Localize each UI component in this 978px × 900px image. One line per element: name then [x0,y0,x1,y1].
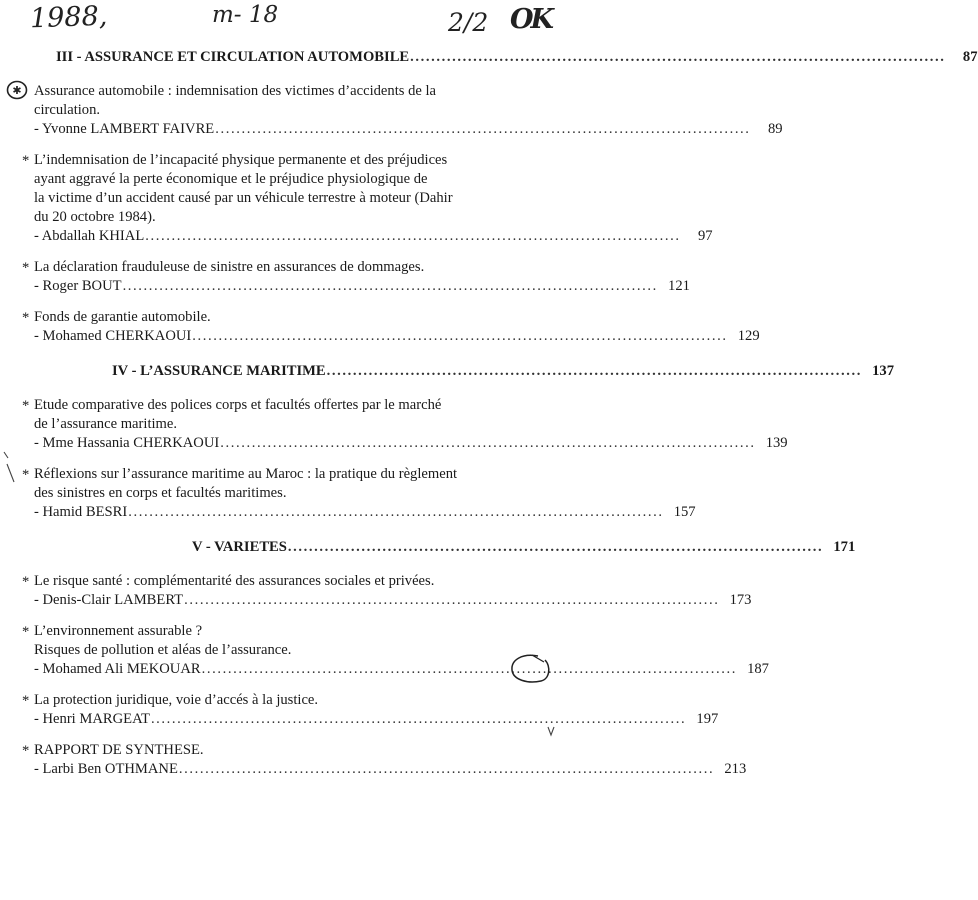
entry-author-row [34,591,752,610]
entry-title [34,622,546,660]
entry-author-row [34,710,719,729]
bullet-asterisk: * [22,260,30,276]
entry-page-number: 157 [673,504,696,520]
entry-author: - Mme Hassania CHERKAOUI [34,435,220,451]
entry-author: - Henri MARGEAT [34,711,150,727]
entry-title [34,151,546,227]
dot-leader: ...................................................................................................... [184,592,720,608]
bullet-asterisk: * [22,153,30,169]
entry-title [34,82,546,120]
handwritten-page-count: 2/2 [448,8,489,37]
entry-author-row [34,503,696,522]
section-v-heading [22,538,856,558]
entry-title-line: L’environnement assurable ? [34,623,203,639]
bullet-asterisk: * [22,693,30,709]
entry-author-row [34,120,783,139]
entry-page-number: 197 [696,711,719,727]
bullet-asterisk: * [22,398,30,414]
entry-page-number: 121 [668,278,690,294]
dot-leader: ...................................................................................................... [215,121,751,137]
entry-author: - Mohamed Ali MEKOUAR [34,661,201,677]
toc-entry [22,572,752,610]
entry-title-line: de l’assurance maritime. [34,416,178,432]
entry-title-line: La protection juridique, voie d’accés à la justice. [34,692,319,708]
toc-entry [22,465,696,522]
entry-author-row [34,327,760,346]
entry-title [34,258,546,277]
bullet-asterisk: * [22,574,30,590]
dot-leader: ...................................................................................................... [287,539,824,555]
bullet-asterisk: * [22,310,30,326]
dot-leader: ...................................................................................................... [220,435,756,451]
entry-author-row [34,227,713,246]
entry-title-line: Etude comparative des polices corps et facultés offertes par le marché [34,397,442,413]
entry-title [34,741,546,760]
entry-title-line: Fonds de garantie automobile. [34,309,211,325]
section-page-number: 87 [962,49,978,65]
entry-author-row [34,434,788,453]
entry-page-number: 97 [698,228,713,244]
entry-author: - Yvonne LAMBERT FAIVRE [34,121,215,137]
entry-author-row [34,660,769,679]
handwritten-reference: m- 18 [212,2,279,28]
entry-title-line: Réflexions sur l’assurance maritime au Maroc : la pratique du règlement [34,466,458,482]
toc-entry [12,82,783,139]
entry-author: - Abdallah KHIAL [34,228,145,244]
section-page-number: 171 [833,539,856,555]
bullet-asterisk: * [22,743,30,759]
entry-author: - Denis-Clair LAMBERT [34,592,184,608]
toc-entry [22,308,760,346]
toc-entry [22,258,690,296]
entry-author-row [34,277,690,296]
entry-author: - Roger BOUT [34,278,122,294]
pen-tick-mark-icon [546,724,556,738]
entry-title-line: des sinistres en corps et facultés maritimes. [34,485,287,501]
section-title: IV - L’ASSURANCE MARITIME [112,363,326,379]
entry-page-number: 89 [767,121,783,137]
pen-stroke-mark-icon [2,448,18,488]
toc-entry [22,691,719,729]
section-title: III - ASSURANCE ET CIRCULATION AUTOMOBILE [56,49,410,65]
dot-leader: ...................................................................................................... [410,49,946,65]
section-page-number: 137 [872,363,895,379]
svg-text:✱: ✱ [12,84,22,97]
entry-title [34,396,546,434]
dot-leader: ...................................................................................................... [326,363,863,379]
toc-entry [22,151,713,246]
dot-leader: ...................................................................................................... [192,328,728,344]
entry-title [34,465,546,503]
entry-title-line: L’indemnisation de l’incapacité physique permanente et des préjudices [34,152,448,168]
dot-leader: ...................................................................................................... [122,278,658,294]
entry-title-line: ayant aggravé la perte économique et le préjudice physiologique de [34,171,428,187]
dot-leader: ...................................................................................................... [128,504,664,520]
entry-page-number: 139 [765,435,788,451]
entry-author: - Larbi Ben OTHMANE [34,761,178,777]
entry-title-line: Le risque santé : complémentarité des assurances sociales et privées. [34,573,435,589]
entry-title-line: circulation. [34,102,101,118]
bullet-asterisk: * [22,467,30,483]
dot-leader: ...................................................................................................... [201,661,737,677]
entry-author-row [34,760,747,779]
bullet-asterisk: * [22,624,30,640]
entry-title-line: Assurance automobile : indemnisation des victimes d’accidents de la [34,83,437,99]
dot-leader: ...................................................................................................... [150,711,687,727]
dot-leader: ...................................................................................................... [178,761,715,777]
section-title: V - VARIETES [192,539,287,555]
entry-title-line: la victime d’un accident causé par un véhicule terrestre à moteur (Dahir [34,190,453,206]
entry-page-number: 173 [729,592,752,608]
hand-drawn-circle-icon [508,652,552,686]
entry-title [34,572,546,591]
section-iv-heading [22,362,895,382]
entry-title-line: La déclaration frauduleuse de sinistre en assurances de dommages. [34,259,425,275]
toc-entry [22,741,747,779]
handwritten-year: 1988, [29,0,108,35]
entry-author: - Mohamed CHERKAOUI [34,328,192,344]
entry-page-number: 187 [747,661,769,677]
table-of-contents [12,48,978,791]
handwritten-ok-mark: OK [510,4,551,35]
entry-title-line: du 20 octobre 1984). [34,209,156,225]
toc-entry [22,396,788,453]
entry-page-number: 213 [724,761,747,777]
section-iii-heading [22,48,978,68]
entry-title-line: RAPPORT DE SYNTHESE. [34,742,204,758]
entry-title [34,308,546,327]
dot-leader: ...................................................................................................... [145,228,681,244]
circled-star-mark-icon [6,80,28,100]
entry-title-line: Risques de pollution et aléas de l’assurance. [34,642,292,658]
entry-title [34,691,546,710]
entry-page-number: 129 [737,328,760,344]
entry-author: - Hamid BESRI [34,504,128,520]
toc-entry [22,622,769,679]
